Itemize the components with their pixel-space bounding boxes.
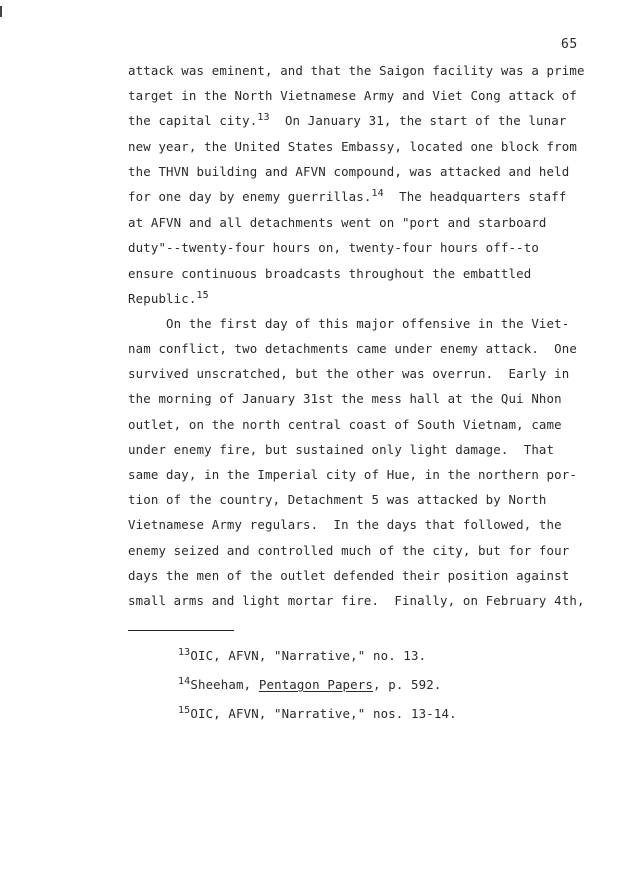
text-line: On the first day of this major offensive in the Viet-	[128, 316, 570, 331]
text-line: the capital city.$^{13}$ On January 31, the start of the lunar	[128, 112, 567, 128]
text-line: same day, in the Imperial city of Hue, in the northern por-	[128, 467, 577, 482]
text-line: for one day by enemy guerrillas.$^{14}$ The headquarters staff	[128, 188, 567, 204]
footnote-14: $^{14}$Sheeham, Pentagon Papers, p. 592.	[178, 676, 442, 692]
scan-edge-mark	[0, 6, 2, 17]
text-line: Republic.$^{15}$	[128, 290, 209, 306]
text-line: attack was eminent, and that the Saigon facility was a prime	[128, 63, 585, 78]
text-line: nam conflict, two detachments came under enemy attack. One	[128, 341, 577, 356]
text-line: new year, the United States Embassy, located one block from	[128, 139, 577, 154]
footnote-ref-13: 13	[257, 112, 270, 123]
text-line: outlet, on the north central coast of South Vietnam, came	[128, 417, 562, 432]
text-line: the morning of January 31st the mess hall at the Qui Nhon	[128, 391, 562, 406]
text-line: the THVN building and AFVN compound, was attacked and held	[128, 164, 570, 179]
footnote-separator	[128, 630, 234, 631]
text-line: tion of the country, Detachment 5 was attacked by North	[128, 492, 547, 507]
footnote-13: $^{13}$OIC, AFVN, "Narrative," no. 13.	[178, 647, 427, 663]
footnote-ref-15: 15	[196, 290, 209, 301]
page-number: 65	[561, 37, 578, 52]
text-line: days the men of the outlet defended their position against	[128, 568, 570, 583]
text-line: small arms and light mortar fire. Finally, on February 4th,	[128, 593, 585, 608]
footnote-number: 13	[178, 647, 191, 658]
text-line: duty"--twenty-four hours on, twenty-four hours off--to	[128, 240, 539, 255]
footnote-number: 15	[178, 705, 191, 716]
footnote-number: 14	[178, 676, 191, 687]
text-line: survived unscratched, but the other was overrun. Early in	[128, 366, 570, 381]
text-line: ensure continuous broadcasts throughout the embattled	[128, 266, 532, 281]
footnote-15: $^{15}$OIC, AFVN, "Narrative," nos. 13-14.	[178, 705, 457, 721]
footnote-ref-14: 14	[371, 188, 384, 199]
text-line: Vietnamese Army regulars. In the days that followed, the	[128, 517, 562, 532]
cited-title: Pentagon Papers	[258, 677, 373, 692]
text-line: under enemy fire, but sustained only light damage. That	[128, 442, 555, 457]
text-line: target in the North Vietnamese Army and Viet Cong attack of	[128, 88, 577, 103]
text-line: at AFVN and all detachments went on "port and starboard	[128, 215, 547, 230]
text-line: enemy seized and controlled much of the city, but for four	[128, 543, 570, 558]
